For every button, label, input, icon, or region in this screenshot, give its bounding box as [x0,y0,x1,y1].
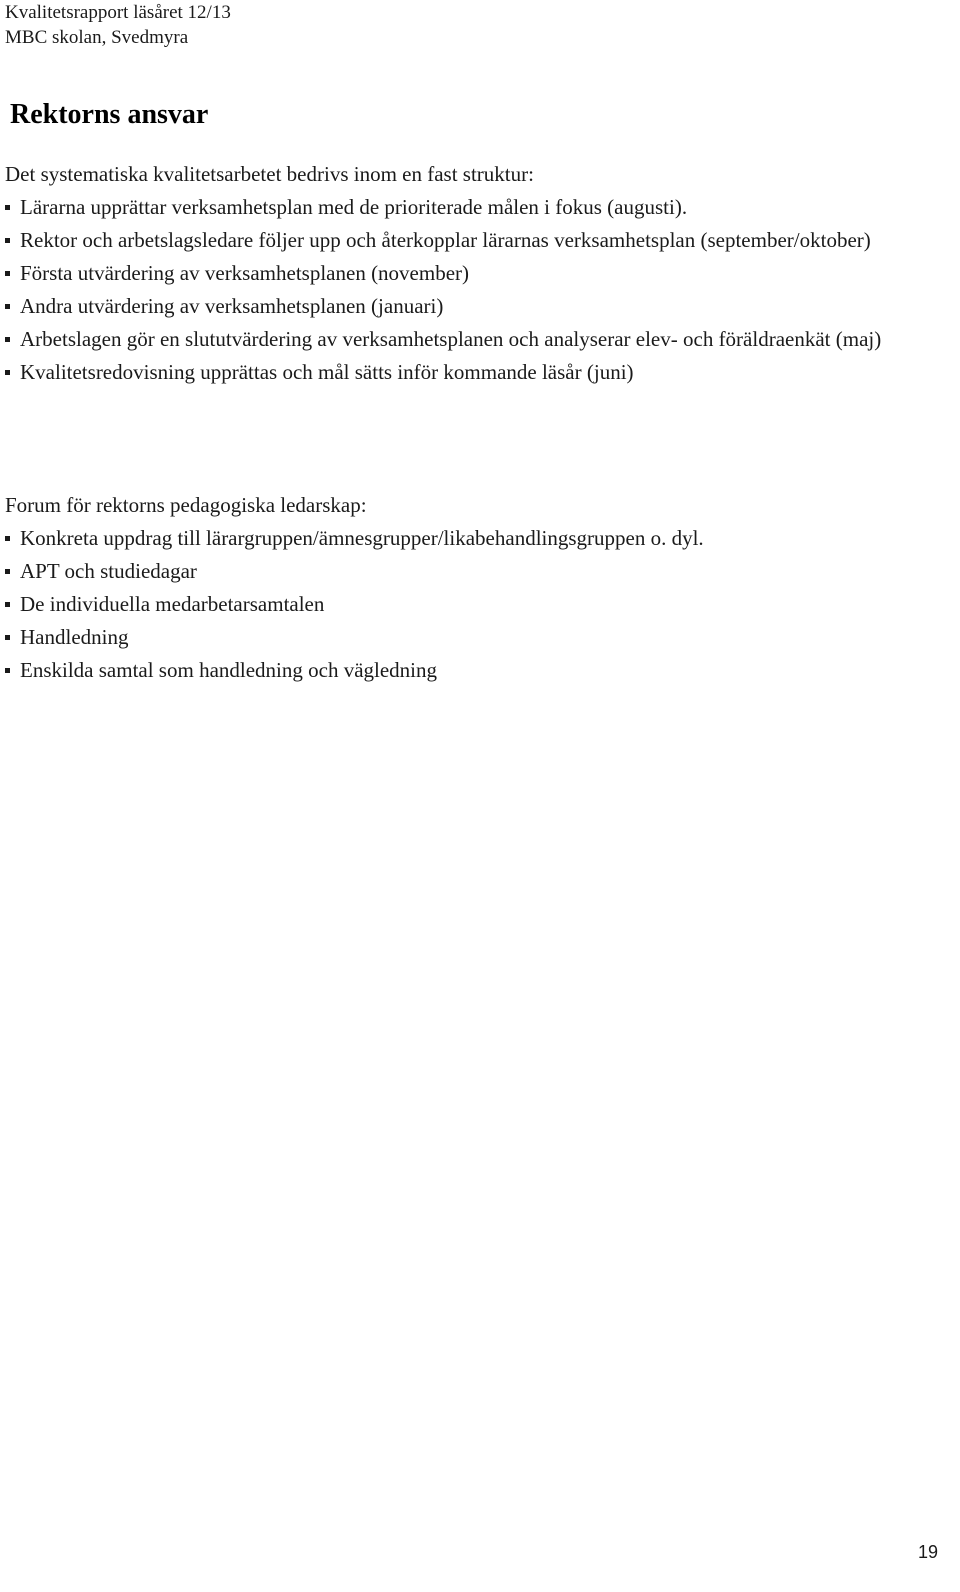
report-title: Kvalitetsrapport läsåret 12/13 [5,2,231,23]
list-item-text: Handledning [20,625,129,649]
list-item-text: Lärarna upprättar verksamhetsplan med de prioriterade målen i fokus (augusti). [20,195,688,219]
list-item [5,290,955,323]
list-item [5,522,955,555]
list-item [5,356,955,389]
leadership-forum-intro: Forum för rektorns pedagogiska ledarskap: [5,493,367,517]
square-bullet-icon [5,370,10,375]
list-item-text: Rektor och arbetslagsledare följer upp och återkopplar lärarnas verksamhetsplan (september/oktober) [20,228,871,252]
list-item [5,257,955,290]
leadership-forum-section [5,489,955,687]
list-item-text: Andra utvärdering av verksamhetsplanen (januari) [20,294,444,318]
list-item [5,323,955,356]
square-bullet-icon [5,337,10,342]
list-item [5,654,955,687]
list-item-text: Arbetslagen gör en slututvärdering av verksamhetsplanen och analyserar elev- och föräldraenkät (maj) [20,327,882,351]
square-bullet-icon [5,635,10,640]
list-item [5,588,955,621]
list-item-text: Enskilda samtal som handledning och vägledning [20,658,438,682]
quality-work-intro: Det systematiska kvalitetsarbetet bedrivs inom en fast struktur: [5,162,534,186]
list-item-text: Kvalitetsredovisning upprättas och mål sätts inför kommande läsår (juni) [20,360,634,384]
square-bullet-icon [5,569,10,574]
list-item [5,191,955,224]
square-bullet-icon [5,304,10,309]
list-item-text: APT och studiedagar [20,559,197,583]
list-item [5,621,955,654]
list-item-text: De individuella medarbetarsamtalen [20,592,325,616]
square-bullet-icon [5,205,10,210]
square-bullet-icon [5,238,10,243]
school-name: MBC skolan, Svedmyra [5,27,189,48]
square-bullet-icon [5,602,10,607]
page-header [5,0,231,50]
list-item [5,555,955,588]
list-item [5,224,955,257]
square-bullet-icon [5,536,10,541]
square-bullet-icon [5,668,10,673]
page-number: 19 [917,1542,938,1562]
square-bullet-icon [5,271,10,276]
section-heading: Rektorns ansvar [10,99,209,130]
quality-work-section [5,158,955,389]
quality-work-list [5,191,955,389]
list-item-text: Konkreta uppdrag till lärargruppen/ämnesgrupper/likabehandlingsgruppen o. dyl. [20,526,704,550]
list-item-text: Första utvärdering av verksamhetsplanen (november) [20,261,470,285]
leadership-forum-list [5,522,955,687]
